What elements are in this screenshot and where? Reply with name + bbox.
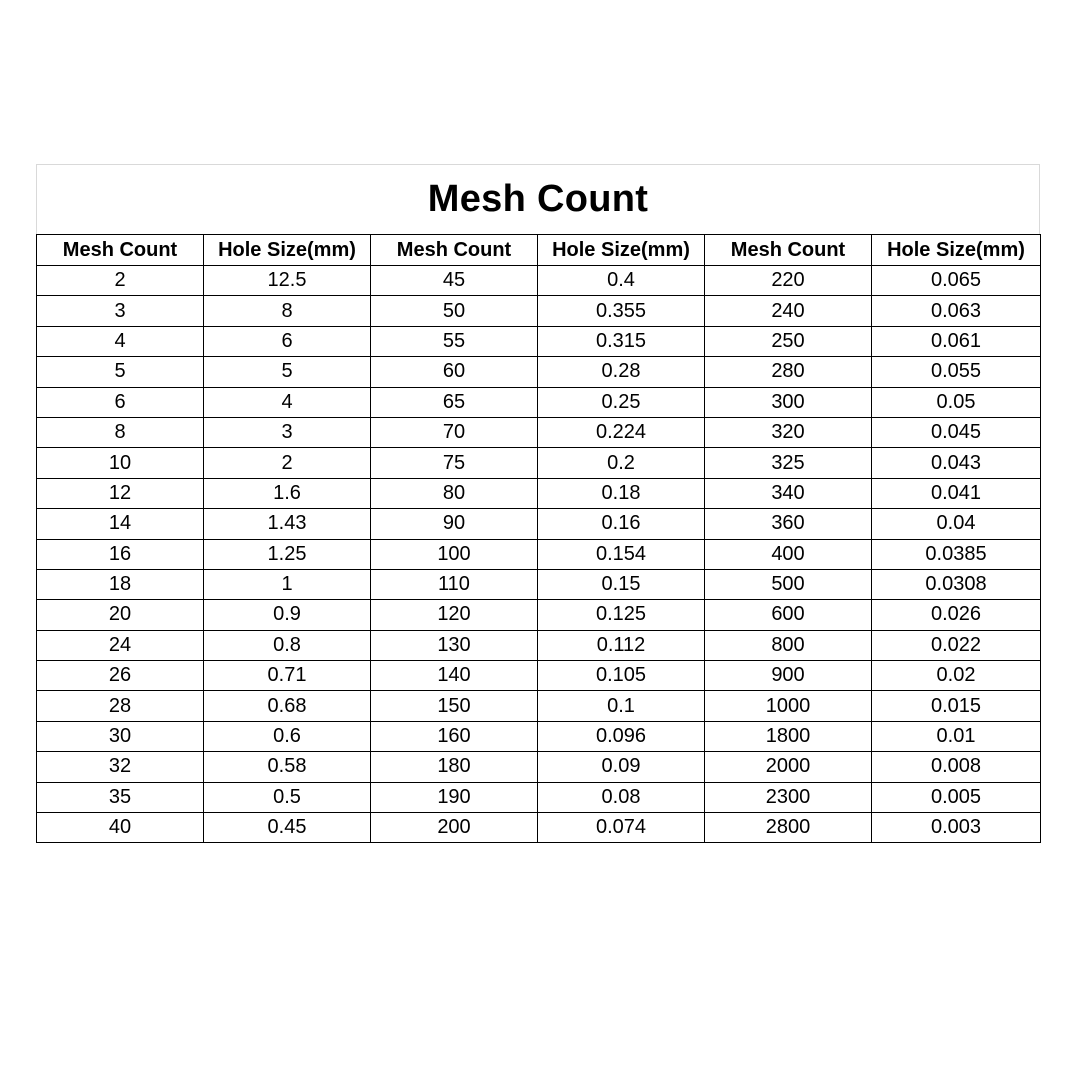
hole-size-cell: 0.28 [538, 357, 705, 387]
hole-size-cell: 0.09 [538, 752, 705, 782]
table-row [37, 630, 1041, 660]
hole-size-cell: 0.04 [872, 509, 1041, 539]
mesh-count-cell: 600 [705, 600, 872, 630]
hole-size-cell: 0.18 [538, 478, 705, 508]
table-row [37, 266, 1041, 296]
header-hole-size-2: Hole Size(mm) [538, 235, 705, 266]
mesh-count-cell: 190 [371, 782, 538, 812]
mesh-count-cell: 45 [371, 266, 538, 296]
mesh-count-cell: 2 [37, 266, 204, 296]
mesh-count-cell: 20 [37, 600, 204, 630]
page-title: Mesh Count [427, 178, 649, 220]
mesh-count-cell: 12 [37, 478, 204, 508]
table-row [37, 600, 1041, 630]
header-mesh-count-2: Mesh Count [371, 235, 538, 266]
mesh-count-cell: 30 [37, 721, 204, 751]
table-row [37, 813, 1041, 843]
mesh-count-cell: 3 [37, 296, 204, 326]
hole-size-cell: 0.58 [204, 752, 371, 782]
table-row [37, 752, 1041, 782]
mesh-count-cell: 2800 [705, 813, 872, 843]
hole-size-cell: 0.16 [538, 509, 705, 539]
mesh-count-cell: 100 [371, 539, 538, 569]
header-row [37, 235, 1041, 266]
hole-size-cell: 0.0385 [872, 539, 1041, 569]
hole-size-cell: 0.065 [872, 266, 1041, 296]
hole-size-cell: 0.45 [204, 813, 371, 843]
hole-size-cell: 5 [204, 357, 371, 387]
mesh-count-cell: 14 [37, 509, 204, 539]
hole-size-cell: 0.8 [204, 630, 371, 660]
hole-size-cell: 0.1 [538, 691, 705, 721]
mesh-count-cell: 130 [371, 630, 538, 660]
hole-size-cell: 0.2 [538, 448, 705, 478]
hole-size-cell: 0.15 [538, 569, 705, 599]
hole-size-cell: 0.224 [538, 417, 705, 447]
table-row [37, 296, 1041, 326]
mesh-count-cell: 55 [371, 326, 538, 356]
hole-size-cell: 0.08 [538, 782, 705, 812]
hole-size-cell: 0.71 [204, 661, 371, 691]
mesh-count-cell: 60 [371, 357, 538, 387]
hole-size-cell: 0.022 [872, 630, 1041, 660]
header-mesh-count-3: Mesh Count [705, 235, 872, 266]
hole-size-cell: 6 [204, 326, 371, 356]
table-row [37, 721, 1041, 751]
mesh-count-cell: 35 [37, 782, 204, 812]
hole-size-cell: 0.045 [872, 417, 1041, 447]
mesh-count-cell: 10 [37, 448, 204, 478]
mesh-count-cell: 5 [37, 357, 204, 387]
mesh-count-sheet [36, 164, 1040, 843]
hole-size-cell: 0.005 [872, 782, 1041, 812]
table-header [37, 235, 1041, 266]
mesh-count-cell: 240 [705, 296, 872, 326]
hole-size-cell: 3 [204, 417, 371, 447]
hole-size-cell: 1 [204, 569, 371, 599]
hole-size-cell: 0.9 [204, 600, 371, 630]
mesh-count-cell: 90 [371, 509, 538, 539]
hole-size-cell: 0.355 [538, 296, 705, 326]
mesh-count-table [36, 234, 1041, 843]
mesh-count-cell: 80 [371, 478, 538, 508]
table-row [37, 326, 1041, 356]
hole-size-cell: 0.096 [538, 721, 705, 751]
hole-size-cell: 0.008 [872, 752, 1041, 782]
hole-size-cell: 0.105 [538, 661, 705, 691]
hole-size-cell: 0.01 [872, 721, 1041, 751]
hole-size-cell: 8 [204, 296, 371, 326]
hole-size-cell: 0.003 [872, 813, 1041, 843]
mesh-count-cell: 50 [371, 296, 538, 326]
header-mesh-count-1: Mesh Count [37, 235, 204, 266]
hole-size-cell: 12.5 [204, 266, 371, 296]
table-body [37, 266, 1041, 843]
mesh-count-cell: 4 [37, 326, 204, 356]
mesh-count-cell: 340 [705, 478, 872, 508]
mesh-count-cell: 6 [37, 387, 204, 417]
mesh-count-cell: 40 [37, 813, 204, 843]
hole-size-cell: 0.154 [538, 539, 705, 569]
mesh-count-cell: 180 [371, 752, 538, 782]
table-row [37, 357, 1041, 387]
hole-size-cell: 0.125 [538, 600, 705, 630]
hole-size-cell: 0.6 [204, 721, 371, 751]
header-hole-size-3: Hole Size(mm) [872, 235, 1041, 266]
table-row [37, 417, 1041, 447]
mesh-count-cell: 28 [37, 691, 204, 721]
mesh-count-cell: 1000 [705, 691, 872, 721]
mesh-count-cell: 250 [705, 326, 872, 356]
mesh-count-cell: 280 [705, 357, 872, 387]
mesh-count-cell: 8 [37, 417, 204, 447]
hole-size-cell: 0.0308 [872, 569, 1041, 599]
hole-size-cell: 0.041 [872, 478, 1041, 508]
hole-size-cell: 0.25 [538, 387, 705, 417]
mesh-count-cell: 160 [371, 721, 538, 751]
mesh-count-cell: 150 [371, 691, 538, 721]
table-row [37, 782, 1041, 812]
hole-size-cell: 0.015 [872, 691, 1041, 721]
mesh-count-cell: 18 [37, 569, 204, 599]
header-hole-size-1: Hole Size(mm) [204, 235, 371, 266]
table-row [37, 387, 1041, 417]
mesh-count-cell: 800 [705, 630, 872, 660]
hole-size-cell: 0.315 [538, 326, 705, 356]
hole-size-cell: 0.043 [872, 448, 1041, 478]
hole-size-cell: 0.026 [872, 600, 1041, 630]
mesh-count-cell: 16 [37, 539, 204, 569]
mesh-count-cell: 2300 [705, 782, 872, 812]
hole-size-cell: 4 [204, 387, 371, 417]
mesh-count-cell: 900 [705, 661, 872, 691]
table-row [37, 661, 1041, 691]
hole-size-cell: 1.43 [204, 509, 371, 539]
hole-size-cell: 0.68 [204, 691, 371, 721]
hole-size-cell: 0.055 [872, 357, 1041, 387]
mesh-count-cell: 300 [705, 387, 872, 417]
hole-size-cell: 2 [204, 448, 371, 478]
mesh-count-cell: 24 [37, 630, 204, 660]
mesh-count-cell: 70 [371, 417, 538, 447]
table-row [37, 569, 1041, 599]
mesh-count-cell: 110 [371, 569, 538, 599]
hole-size-cell: 0.02 [872, 661, 1041, 691]
hole-size-cell: 0.5 [204, 782, 371, 812]
mesh-count-cell: 320 [705, 417, 872, 447]
table-row [37, 691, 1041, 721]
table-row [37, 448, 1041, 478]
mesh-count-cell: 140 [371, 661, 538, 691]
hole-size-cell: 0.061 [872, 326, 1041, 356]
mesh-count-cell: 2000 [705, 752, 872, 782]
hole-size-cell: 1.25 [204, 539, 371, 569]
mesh-count-cell: 200 [371, 813, 538, 843]
hole-size-cell: 0.063 [872, 296, 1041, 326]
hole-size-cell: 0.074 [538, 813, 705, 843]
mesh-count-cell: 325 [705, 448, 872, 478]
mesh-count-cell: 120 [371, 600, 538, 630]
table-row [37, 478, 1041, 508]
hole-size-cell: 0.112 [538, 630, 705, 660]
table-row [37, 509, 1041, 539]
mesh-count-cell: 360 [705, 509, 872, 539]
mesh-count-cell: 500 [705, 569, 872, 599]
title-cell [36, 164, 1040, 234]
mesh-count-cell: 32 [37, 752, 204, 782]
mesh-count-cell: 65 [371, 387, 538, 417]
hole-size-cell: 0.05 [872, 387, 1041, 417]
mesh-count-cell: 75 [371, 448, 538, 478]
hole-size-cell: 1.6 [204, 478, 371, 508]
mesh-count-cell: 26 [37, 661, 204, 691]
mesh-count-cell: 400 [705, 539, 872, 569]
table-row [37, 539, 1041, 569]
mesh-count-cell: 1800 [705, 721, 872, 751]
hole-size-cell: 0.4 [538, 266, 705, 296]
mesh-count-cell: 220 [705, 266, 872, 296]
